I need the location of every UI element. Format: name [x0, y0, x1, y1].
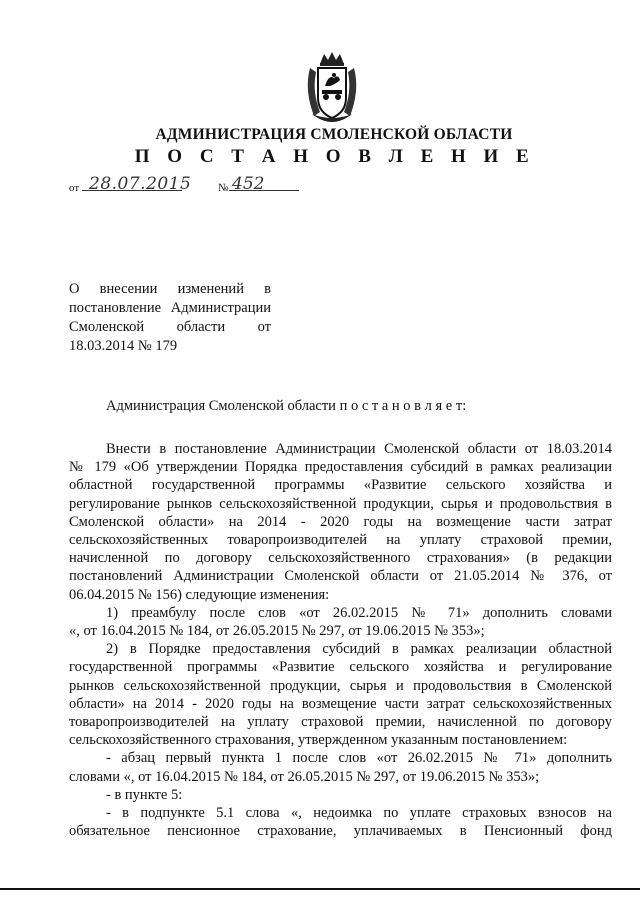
subject-block	[69, 280, 271, 356]
subject-line: О внесении изменений в	[69, 281, 271, 297]
body-line: 1) преамбулу после слов «от 26.02.2015 № 71» дополнить словами	[106, 604, 612, 621]
body-line: области» на 2014 - 2020 годы на возмещение части затрат сельскохозяйственных	[69, 695, 612, 712]
date-number-line	[69, 176, 329, 196]
date-prefix: от	[69, 182, 80, 194]
body-line: постановлений Администрации Смоленской области от 21.05.2014 № 376, от	[69, 568, 612, 585]
page-bottom-rule	[0, 888, 640, 890]
body-line: № 179 «Об утверждении Порядка предоставления субсидий в рамках реализации	[69, 459, 612, 476]
body-line: Смоленской области» на 2014 - 2020 годы на возмещение части затрат	[69, 513, 612, 530]
body-line: - в подпункте 5.1 слова «, недоимка по уплате страховых взносов на	[106, 805, 612, 822]
agency-name: АДМИНИСТРАЦИЯ СМОЛЕНСКОЙ ОБЛАСТИ	[155, 126, 513, 143]
body-line: словами «, от 16.04.2015 № 184, от 26.05.2015 № 297, от 19.06.2015 № 353»;	[69, 768, 540, 785]
body-line: 2) в Порядке предоставления субсидий в рамках реализации областной	[106, 641, 612, 658]
body-line: сельскохозяйственного страхования, утвержденном указанным постановлением:	[69, 732, 568, 749]
body-line: «, от 16.04.2015 № 184, от 26.05.2015 № 297, от 19.06.2015 № 353»;	[69, 623, 485, 640]
body-line: Внести в постановление Администрации Смоленской области от 18.03.2014	[106, 441, 612, 457]
body-line: 06.04.2015 № 156) следующие изменения:	[69, 586, 330, 603]
body-line: обязательное пенсионное страхование, уплачиваемых в Пенсионный фонд	[69, 823, 612, 840]
subject-line: Смоленской области от	[69, 319, 271, 335]
body-line: рынков сельскохозяйственной продукции, сырья и продовольствия в Смоленской	[69, 677, 612, 694]
document-number: 452	[232, 174, 265, 194]
subject-line: постановление Администрации	[69, 300, 271, 316]
coat-of-arms-icon	[300, 50, 364, 126]
document-body	[69, 440, 612, 840]
body-line: начисленной по договору сельскохозяйственного страхования» (в редакции	[69, 550, 612, 567]
body-line: товаропроизводителей на уплату страховой премии, начисленной по договору	[69, 714, 612, 731]
decree-statement: Администрация Смоленской области п о с т а н о в л я е т:	[106, 398, 467, 414]
number-label: №	[218, 182, 229, 194]
subject-line: 18.03.2014 № 179	[69, 338, 178, 354]
document-date: 28.07.2015	[89, 174, 192, 194]
document-type-title: П О С Т А Н О В Л Е Н И Е	[134, 146, 536, 167]
body-line: - в пункте 5:	[106, 786, 183, 803]
body-line: государственной программы «Развитие сельского хозяйства и регулирование	[69, 659, 612, 676]
body-line: сельскохозяйственных товаропроизводителей на уплату страховой премии,	[69, 532, 612, 549]
body-line: регулирование рынков сельскохозяйственной продукции, сырья и продовольствия в	[69, 495, 612, 512]
body-line: - абзац первый пункта 1 после слов «от 26.02.2015 № 71» дополнить	[106, 750, 612, 767]
body-line: областной государственной программы «Развитие сельского хозяйства и	[69, 477, 612, 494]
